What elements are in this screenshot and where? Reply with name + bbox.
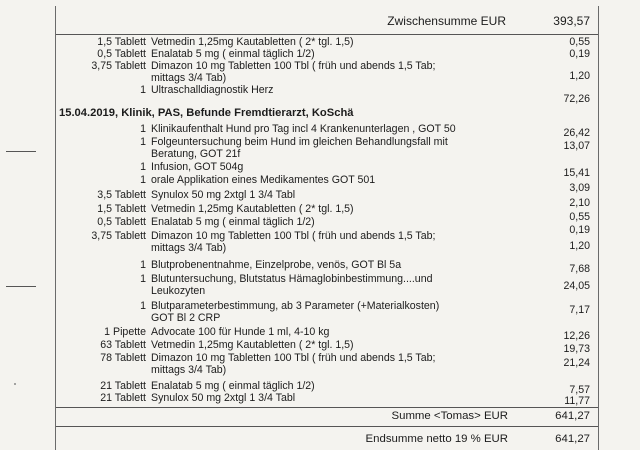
quantity: 21 Tablett <box>100 392 146 404</box>
quantity: 78 Tablett <box>100 352 146 364</box>
quantity: 1 Pipette <box>104 326 146 338</box>
amount: 24,05 <box>563 280 590 292</box>
amount: 0,19 <box>569 224 590 236</box>
description: GOT Bl 2 CRP <box>151 312 221 324</box>
sum-amount: 641,27 <box>555 410 590 422</box>
divider <box>56 407 598 408</box>
quantity: 1,5 Tablett <box>97 36 146 48</box>
description: mittags 3/4 Tab) <box>151 242 227 254</box>
quantity: 1 <box>140 273 146 285</box>
description: Folgeuntersuchung beim Hund im gleichen Behandlungsfall mit <box>151 136 448 148</box>
description: Infusion, GOT 504g <box>151 161 244 173</box>
quantity: 63 Tablett <box>100 339 146 351</box>
section-header: 15.04.2019, Klinik, PAS, Befunde Fremdtierarzt, KoSchä <box>59 107 354 119</box>
description: Ultraschalldiagnostik Herz <box>151 84 274 96</box>
amount: 12,26 <box>563 330 590 342</box>
divider <box>56 426 598 427</box>
description: Dimazon 10 mg Tabletten 100 Tbl ( früh und abends 1,5 Tab; <box>151 230 436 242</box>
amount: 0,55 <box>569 211 590 223</box>
description: Enalatab 5 mg ( einmal täglich 1/2) <box>151 216 315 228</box>
description: Leukozyten <box>151 285 206 297</box>
amount: 0,19 <box>569 48 590 60</box>
description: Dimazon 10 mg Tabletten 100 Tbl ( früh und abends 1,5 Tab; <box>151 352 436 364</box>
description: Synulox 50 mg 2xtgl 1 3/4 Tabl <box>151 189 296 201</box>
quantity: 1 <box>140 84 146 96</box>
description: Dimazon 10 mg Tabletten 100 Tbl ( früh und abends 1,5 Tab; <box>151 60 436 72</box>
amount: 72,26 <box>563 93 590 105</box>
invoice-table <box>55 6 599 450</box>
description: Advocate 100 für Hunde 1 ml, 4-10 kg <box>151 326 330 338</box>
quantity: 21 Tablett <box>100 380 146 392</box>
description: Enalatab 5 mg ( einmal täglich 1/2) <box>151 380 315 392</box>
quantity: 1 <box>140 174 146 186</box>
margin-mark <box>6 151 36 152</box>
quantity: 1 <box>140 259 146 271</box>
sum-label: Summe <Tomas> EUR <box>391 410 508 422</box>
amount: 26,42 <box>563 127 590 139</box>
quantity: 3,5 Tablett <box>97 189 146 201</box>
quantity: 1 <box>140 161 146 173</box>
quantity: 1 <box>140 123 146 135</box>
description: orale Applikation eines Medikamentes GOT 501 <box>151 174 376 186</box>
margin-mark <box>6 286 36 287</box>
description: Vetmedin 1,25mg Kautabletten ( 2* tgl. 1,5) <box>151 203 354 215</box>
description: Vetmedin 1,25mg Kautabletten ( 2* tgl. 1,5) <box>151 339 354 351</box>
divider <box>56 34 598 35</box>
amount: 21,24 <box>563 357 590 369</box>
description: Vetmedin 1,25mg Kautabletten ( 2* tgl. 1,5) <box>151 36 354 48</box>
description: Enalatab 5 mg ( einmal täglich 1/2) <box>151 48 315 60</box>
description: mittags 3/4 Tab) <box>151 72 227 84</box>
quantity: 1 <box>140 136 146 148</box>
description: Klinikaufenthalt Hund pro Tag incl 4 Krankenunterlagen , GOT 50 <box>151 123 456 135</box>
quantity: 3,75 Tablett <box>91 230 146 242</box>
amount: 7,68 <box>569 263 590 275</box>
scan-speck <box>14 383 16 385</box>
quantity: 1,5 Tablett <box>97 203 146 215</box>
amount: 11,77 <box>564 395 590 407</box>
amount: 13,07 <box>563 140 590 152</box>
amount: 1,20 <box>569 70 590 82</box>
amount: 15,41 <box>563 167 590 179</box>
subtotal-amount: 393,57 <box>553 14 590 28</box>
description: Blutparameterbestimmung, ab 3 Parameter (+Materialkosten) <box>151 300 440 312</box>
description: Blutprobenentnahme, Einzelprobe, venös, GOT Bl 5a <box>151 259 402 271</box>
amount: 3,09 <box>569 182 590 194</box>
description: Blutuntersuchung, Blutstatus Hämaglobinbestimmung....und <box>151 273 433 285</box>
total-label: Endsumme netto 19 % EUR <box>365 433 508 445</box>
total-amount: 641,27 <box>555 433 590 445</box>
amount: 7,57 <box>569 384 590 396</box>
description: Synulox 50 mg 2xtgl 1 3/4 Tabl <box>151 392 296 404</box>
amount: 7,17 <box>569 304 590 316</box>
amount: 2,10 <box>569 197 590 209</box>
quantity: 3,75 Tablett <box>91 60 146 72</box>
quantity: 1 <box>140 300 146 312</box>
amount: 19,73 <box>563 343 590 355</box>
subtotal-label: Zwischensumme EUR <box>387 14 506 28</box>
quantity: 0,5 Tablett <box>97 48 146 60</box>
amount: 0,55 <box>569 36 590 48</box>
quantity: 0,5 Tablett <box>97 216 146 228</box>
amount: 1,20 <box>569 240 590 252</box>
description: mittags 3/4 Tab) <box>151 364 227 376</box>
description: Beratung, GOT 21f <box>151 148 241 160</box>
